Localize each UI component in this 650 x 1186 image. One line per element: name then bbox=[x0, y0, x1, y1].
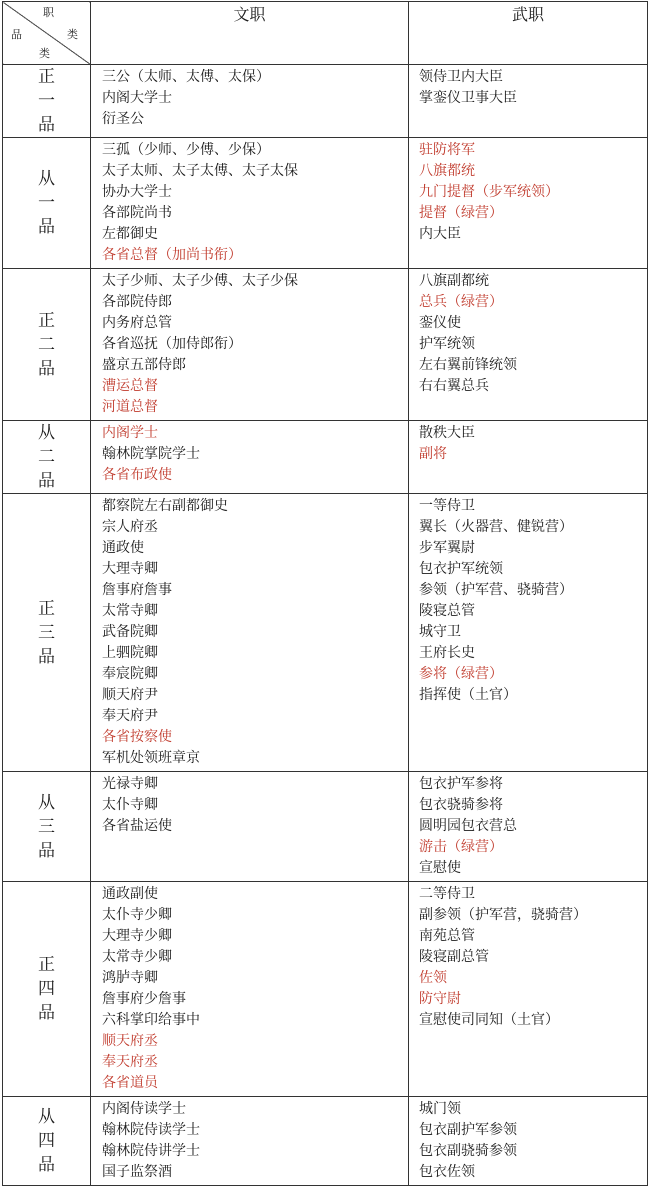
military-office: 包衣副护军参领 bbox=[419, 1122, 517, 1138]
rank-char: 一 bbox=[38, 91, 55, 111]
rank-char: 从 bbox=[38, 423, 55, 443]
military-office: 佐领 bbox=[419, 970, 447, 986]
civil-office: 各省总督（加尚书衔） bbox=[102, 247, 242, 263]
military-list bbox=[409, 882, 647, 1033]
military-office: 翼长（火器营、健锐营） bbox=[419, 519, 573, 535]
military-cell bbox=[409, 494, 648, 772]
military-office: 参将（绿营） bbox=[419, 666, 503, 682]
civil-office: 翰林院掌院学士 bbox=[102, 446, 200, 462]
civil-office: 顺天府尹 bbox=[102, 687, 158, 703]
military-office: 提督（绿营） bbox=[419, 205, 503, 221]
civil-list bbox=[91, 1097, 408, 1185]
civil-cell bbox=[91, 421, 409, 494]
civil-list bbox=[91, 772, 408, 839]
military-office: 圆明园包衣营总 bbox=[419, 818, 517, 834]
rank-row bbox=[3, 882, 648, 1097]
military-office: 参领（护军营、骁骑营） bbox=[419, 582, 573, 598]
civil-office: 鸿胪寺卿 bbox=[102, 970, 158, 986]
military-office: 包衣副骁骑参领 bbox=[419, 1143, 517, 1159]
rank-char: 从 bbox=[38, 169, 55, 189]
rank-char: 正 bbox=[38, 67, 55, 87]
civil-office: 太仆寺少卿 bbox=[102, 907, 172, 923]
civil-list bbox=[91, 421, 408, 488]
rank-char: 三 bbox=[38, 816, 55, 837]
military-office: 掌銮仪卫事大臣 bbox=[419, 90, 517, 106]
military-office: 包衣护军统领 bbox=[419, 561, 503, 577]
rank-row bbox=[3, 421, 648, 494]
civil-office: 武备院卿 bbox=[102, 624, 158, 640]
military-column-header: 武职 bbox=[409, 2, 648, 65]
civil-list bbox=[91, 269, 408, 420]
corner-label-lei-right: 类 bbox=[67, 28, 78, 41]
rank-cell bbox=[3, 421, 91, 494]
civil-list bbox=[91, 138, 408, 268]
civil-office: 各部院侍郎 bbox=[102, 294, 172, 310]
military-office: 八旗副都统 bbox=[419, 273, 489, 289]
civil-office: 奉天府尹 bbox=[102, 708, 158, 724]
civil-office: 内阁学士 bbox=[102, 425, 158, 441]
rank-char: 品 bbox=[38, 115, 55, 135]
rank-cell bbox=[3, 65, 91, 138]
civil-office: 宗人府丞 bbox=[102, 519, 158, 535]
military-office: 一等侍卫 bbox=[419, 498, 475, 514]
military-office: 宣慰使 bbox=[419, 860, 461, 876]
civil-office: 各省布政使 bbox=[102, 467, 172, 483]
military-office: 护军统领 bbox=[419, 336, 475, 352]
civil-office: 太子少师、太子少傅、太子少保 bbox=[102, 273, 298, 289]
rank-table bbox=[2, 1, 648, 1186]
military-office: 城门领 bbox=[419, 1101, 461, 1117]
header-row bbox=[3, 2, 648, 65]
military-list bbox=[409, 421, 647, 467]
military-office: 銮仪使 bbox=[419, 315, 461, 331]
civil-office: 内阁大学士 bbox=[102, 90, 172, 106]
military-list bbox=[409, 1097, 647, 1185]
military-office: 副参领（护军营，骁骑营） bbox=[419, 907, 587, 923]
civil-cell bbox=[91, 138, 409, 269]
military-office: 副将 bbox=[419, 446, 447, 462]
military-office: 防守尉 bbox=[419, 991, 461, 1007]
military-list bbox=[409, 772, 647, 881]
military-office: 包衣护军参将 bbox=[419, 776, 503, 792]
rank-row bbox=[3, 138, 648, 269]
civil-office: 军机处领班章京 bbox=[102, 750, 200, 766]
civil-cell bbox=[91, 772, 409, 882]
rank-char: 从 bbox=[38, 792, 55, 813]
rank-row bbox=[3, 65, 648, 138]
civil-office: 奉天府丞 bbox=[102, 1054, 158, 1070]
rank-cell bbox=[3, 772, 91, 882]
civil-office: 各部院尚书 bbox=[102, 205, 172, 221]
corner-label-lei-bottom: 类 bbox=[39, 47, 50, 60]
civil-office: 协办大学士 bbox=[102, 184, 172, 200]
rank-cell bbox=[3, 269, 91, 421]
civil-cell bbox=[91, 882, 409, 1097]
military-office: 左右翼前锋统领 bbox=[419, 357, 517, 373]
military-office: 包衣佐领 bbox=[419, 1164, 475, 1180]
civil-office: 三孤（少师、少傅、少保） bbox=[102, 142, 270, 158]
military-office: 陵寝总管 bbox=[419, 603, 475, 619]
rank-row bbox=[3, 1097, 648, 1186]
corner-label-zhi: 职 bbox=[43, 6, 54, 19]
rank-cell bbox=[3, 494, 91, 772]
civil-office: 六科掌印给事中 bbox=[102, 1012, 200, 1028]
civil-office: 光禄寺卿 bbox=[102, 776, 158, 792]
civil-office: 三公（太师、太傅、太保） bbox=[102, 69, 270, 85]
military-office: 南苑总管 bbox=[419, 928, 475, 944]
corner-header-cell bbox=[3, 2, 91, 65]
military-office: 指挥使（土官） bbox=[419, 687, 517, 703]
civil-cell bbox=[91, 269, 409, 421]
military-office: 八旗都统 bbox=[419, 163, 475, 179]
civil-office: 上驷院卿 bbox=[102, 645, 158, 661]
military-list bbox=[409, 65, 647, 111]
civil-column-header: 文职 bbox=[91, 2, 409, 65]
civil-office: 各省道员 bbox=[102, 1075, 158, 1091]
military-office: 驻防将军 bbox=[419, 142, 475, 158]
rank-char: 正 bbox=[38, 955, 55, 975]
civil-office: 各省盐运使 bbox=[102, 818, 172, 834]
military-office: 右右翼总兵 bbox=[419, 378, 489, 394]
civil-list bbox=[91, 65, 408, 132]
military-list bbox=[409, 269, 647, 399]
civil-office: 翰林院侍读学士 bbox=[102, 1122, 200, 1138]
military-office: 步军翼尉 bbox=[419, 540, 475, 556]
rank-char: 四 bbox=[38, 979, 55, 999]
civil-office: 太子太师、太子太傅、太子太保 bbox=[102, 163, 298, 179]
civil-office: 奉宸院卿 bbox=[102, 666, 158, 682]
civil-office: 左都御史 bbox=[102, 226, 158, 242]
military-cell bbox=[409, 269, 648, 421]
rank-cell bbox=[3, 882, 91, 1097]
rank-char: 品 bbox=[38, 646, 55, 667]
military-list bbox=[409, 138, 647, 247]
military-cell bbox=[409, 1097, 648, 1186]
civil-office: 太常寺卿 bbox=[102, 603, 158, 619]
rank-char: 四 bbox=[38, 1131, 55, 1151]
civil-office: 盛京五部侍郎 bbox=[102, 357, 186, 373]
rank-char: 二 bbox=[38, 447, 55, 467]
rank-char: 从 bbox=[38, 1107, 55, 1127]
civil-office: 通政副使 bbox=[102, 886, 158, 902]
rank-char: 品 bbox=[38, 217, 55, 237]
civil-office: 大理寺少卿 bbox=[102, 928, 172, 944]
civil-office: 太常寺少卿 bbox=[102, 949, 172, 965]
military-cell bbox=[409, 772, 648, 882]
rank-char: 一 bbox=[38, 193, 55, 213]
rank-char: 品 bbox=[38, 1003, 55, 1023]
rank-char: 品 bbox=[38, 840, 55, 861]
civil-office: 詹事府詹事 bbox=[102, 582, 172, 598]
military-cell bbox=[409, 882, 648, 1097]
military-office: 宣慰使司同知（土官） bbox=[419, 1012, 559, 1028]
civil-office: 衍圣公 bbox=[102, 111, 144, 127]
civil-office: 各省按察使 bbox=[102, 729, 172, 745]
civil-office: 大理寺卿 bbox=[102, 561, 158, 577]
military-office: 领侍卫内大臣 bbox=[419, 69, 503, 85]
rank-row bbox=[3, 772, 648, 882]
rank-row bbox=[3, 494, 648, 772]
rank-char: 正 bbox=[38, 310, 55, 331]
civil-cell bbox=[91, 1097, 409, 1186]
civil-office: 国子监祭酒 bbox=[102, 1164, 172, 1180]
civil-office: 漕运总督 bbox=[102, 378, 158, 394]
military-office: 陵寝副总管 bbox=[419, 949, 489, 965]
civil-office: 翰林院侍讲学士 bbox=[102, 1143, 200, 1159]
military-cell bbox=[409, 138, 648, 269]
rank-row bbox=[3, 269, 648, 421]
rank-char: 品 bbox=[38, 1155, 55, 1175]
civil-office: 都察院左右副都御史 bbox=[102, 498, 228, 514]
corner-label-pin: 品 bbox=[11, 28, 22, 41]
military-office: 总兵（绿营） bbox=[419, 294, 503, 310]
civil-cell bbox=[91, 494, 409, 772]
military-office: 内大臣 bbox=[419, 226, 461, 242]
civil-office: 太仆寺卿 bbox=[102, 797, 158, 813]
civil-office: 詹事府少詹事 bbox=[102, 991, 186, 1007]
military-office: 散秩大臣 bbox=[419, 425, 475, 441]
civil-cell bbox=[91, 65, 409, 138]
military-office: 游击（绿营） bbox=[419, 839, 503, 855]
rank-char: 三 bbox=[38, 622, 55, 643]
civil-office: 各省巡抚（加侍郎衔） bbox=[102, 336, 242, 352]
military-cell bbox=[409, 65, 648, 138]
military-cell bbox=[409, 421, 648, 494]
military-office: 包衣骁骑参将 bbox=[419, 797, 503, 813]
rank-char: 品 bbox=[38, 471, 55, 491]
military-office: 王府长史 bbox=[419, 645, 475, 661]
civil-office: 顺天府丞 bbox=[102, 1033, 158, 1049]
rank-char: 正 bbox=[38, 598, 55, 619]
civil-list bbox=[91, 494, 408, 771]
military-list bbox=[409, 494, 647, 708]
military-office: 九门提督（步军统领） bbox=[419, 184, 559, 200]
rank-char: 品 bbox=[38, 358, 55, 379]
rank-char: 二 bbox=[38, 334, 55, 355]
civil-list bbox=[91, 882, 408, 1096]
rank-cell bbox=[3, 138, 91, 269]
military-office: 二等侍卫 bbox=[419, 886, 475, 902]
civil-office: 通政使 bbox=[102, 540, 144, 556]
military-office: 城守卫 bbox=[419, 624, 461, 640]
civil-office: 河道总督 bbox=[102, 399, 158, 415]
civil-office: 内阁侍读学士 bbox=[102, 1101, 186, 1117]
civil-office: 内务府总管 bbox=[102, 315, 172, 331]
rank-cell bbox=[3, 1097, 91, 1186]
